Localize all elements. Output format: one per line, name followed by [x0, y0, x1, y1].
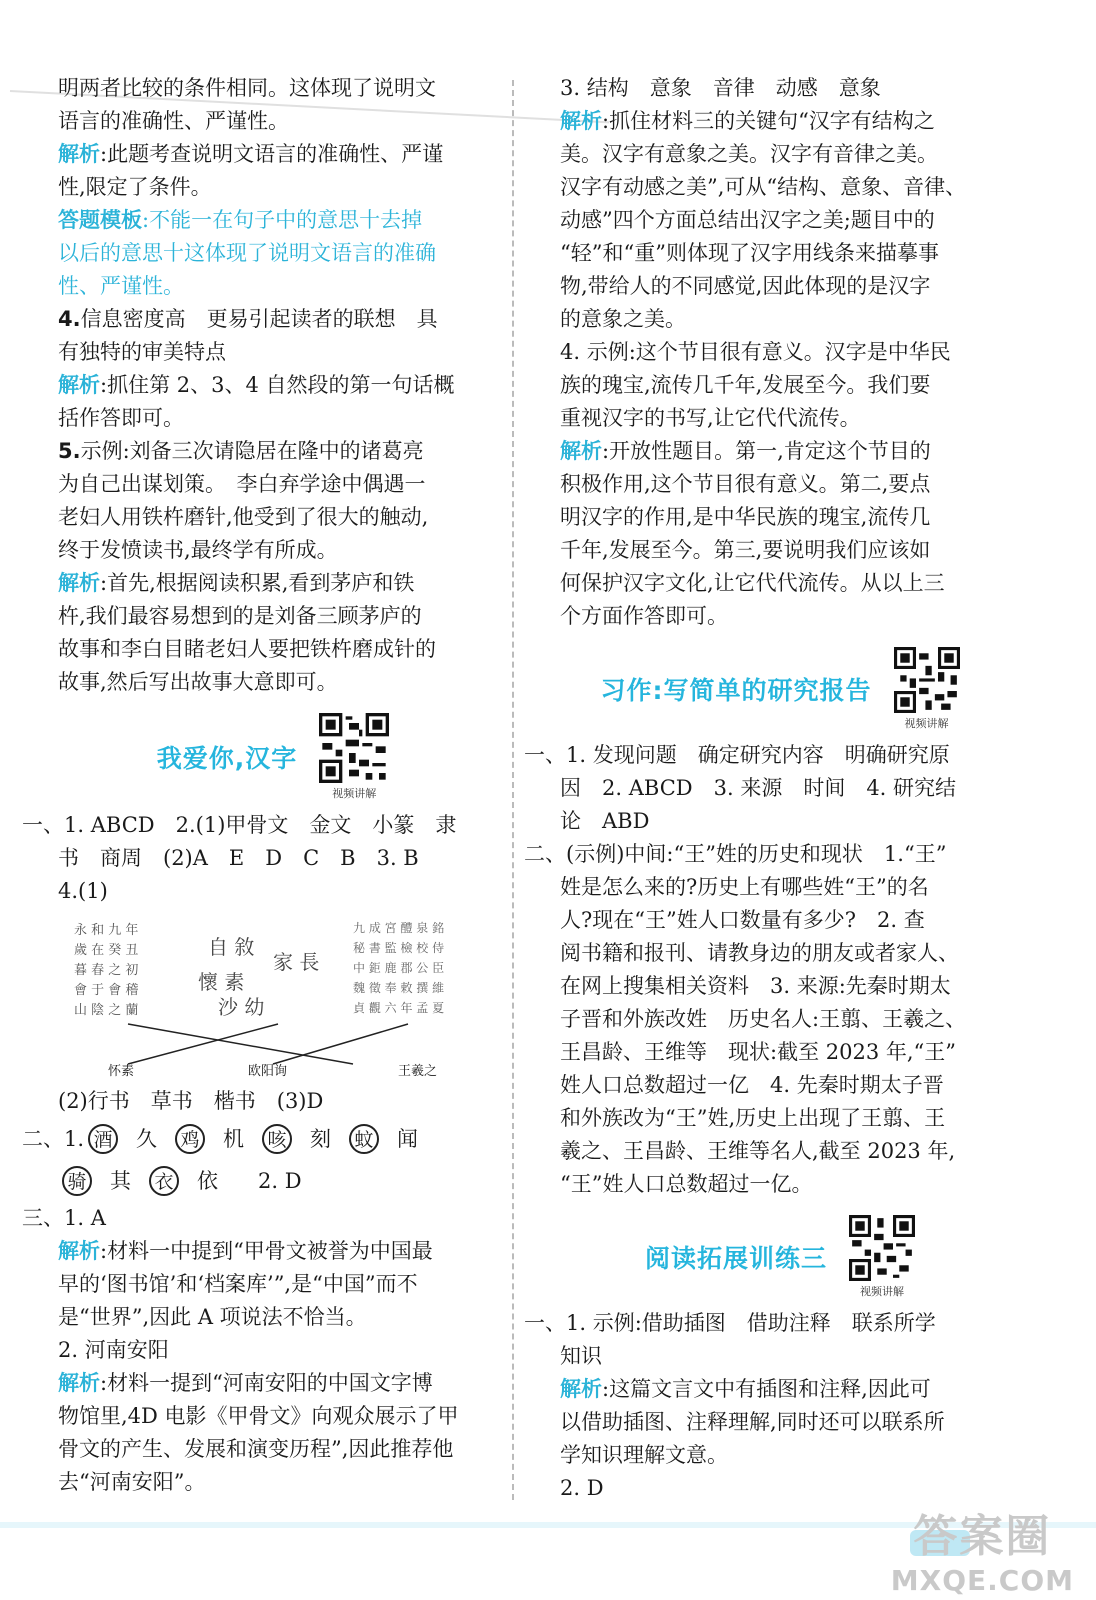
- text-line: 故事和李白目睹老妇人要把铁杵磨成针的: [58, 637, 436, 661]
- text-line: 何保护汉字文化,让它代代流传。从以上三: [560, 571, 945, 595]
- analysis-line: 解析:此题考查说明文语言的准确性、严谨: [58, 142, 444, 166]
- text-line: 学知识理解文意。: [560, 1443, 728, 1467]
- qr-code-icon: [319, 713, 389, 783]
- text-line: 阅书籍和报刊、请教身边的朋友或者家人、: [560, 941, 959, 965]
- section-title: 阅读拓展训练三: [644, 1244, 827, 1273]
- qr-caption: 视频讲解: [332, 787, 377, 800]
- analysis-tag: 解析: [58, 1239, 100, 1263]
- text-line: 积极作用,这个节目很有意义。第二,要点: [560, 472, 931, 496]
- svg-text:秘 書 監 檢 校 侍: 秘 書 監 檢 校 侍: [353, 941, 445, 955]
- text-line: 物馆里,4D 电影《甲骨文》向观众展示了甲: [58, 1404, 459, 1428]
- answer-circled-row: 二、1. 酒 久 鸡 机 咳 刻 蚊 闻: [22, 1118, 488, 1160]
- answer-line: 三、1. A: [22, 1206, 106, 1230]
- template-line: 答题模板:不能一在句子中的意思十去掉: [58, 208, 423, 232]
- svg-text:家 長: 家 長: [273, 950, 320, 974]
- text-line: 故事,然后写出故事大意即可。: [58, 670, 338, 694]
- watermark-text: 答案圈: [913, 1511, 1052, 1562]
- left-column: [22, 72, 488, 1499]
- text-line: 为自己出谋划策。 李白弃学途中偶遇一: [58, 472, 426, 496]
- text-line: 论 ABD: [560, 809, 650, 833]
- svg-text:歲 在 癸 丑: 歲 在 癸 丑: [74, 943, 139, 958]
- answer-line: 4.(1): [58, 879, 108, 903]
- text-line: “轻”和“重”则体现了汉字用线条来描摹事: [560, 241, 939, 265]
- text-line: 个方面作答即可。: [560, 604, 728, 628]
- plain-character: 其: [110, 1169, 131, 1193]
- section-header: [560, 647, 1000, 731]
- answer-line: 一、1. 发现问题 确定研究内容 明确研究原: [524, 743, 950, 767]
- section-header: [560, 1215, 1000, 1299]
- answer-line: 二、(示例)中间:“王”姓的历史和现状 1.“王”: [524, 842, 947, 866]
- qr-code-icon: [849, 1215, 915, 1281]
- svg-text:永 和 九 年: 永 和 九 年: [74, 923, 139, 938]
- qr-code-block[interactable]: [849, 1215, 915, 1299]
- watermark: [891, 1500, 1074, 1597]
- watermark-url: MXQE.COM: [890, 1564, 1074, 1597]
- text-line: 动感”四个方面总结出汉字之美;题目中的: [560, 208, 935, 232]
- svg-text:魏 徵 奉 敕 撰 維: 魏 徵 奉 敕 撰 維: [353, 981, 445, 995]
- answer-line: 3. 结构 意象 音律 动感 意象: [560, 76, 881, 100]
- section-title: 习作:写简单的研究报告: [600, 676, 872, 705]
- qr-caption: 视频讲解: [904, 717, 949, 730]
- calligraphy-samples: [68, 914, 478, 1079]
- section-title: 我爱你,汉字: [156, 744, 298, 773]
- text-line: 语言的准确性、严谨性。: [58, 109, 289, 133]
- circled-character: 酒: [88, 1124, 118, 1154]
- calligraphy-matching-figure: [68, 914, 478, 1079]
- answer-line: 书 商周 (2)A E D C B 3. B: [58, 846, 419, 870]
- answer-line: (2)行书 草书 楷书 (3)D: [58, 1089, 324, 1113]
- text-line: 汉字有动感之美”,可从“结构、意象、音律、: [560, 175, 967, 199]
- analysis-tag: 解析: [58, 142, 100, 166]
- qr-code-block[interactable]: [894, 647, 960, 731]
- circled-character: 衣: [149, 1166, 179, 1196]
- text-line: 明汉字的作用,是中华民族的瑰宝,流传几: [560, 505, 931, 529]
- plain-character: 久: [136, 1127, 158, 1151]
- calligrapher-name: 怀素: [108, 1064, 135, 1079]
- analysis-tag: 解析: [58, 1371, 100, 1395]
- text-line: 的意象之美。: [560, 307, 686, 331]
- template-line: 性、严谨性。: [58, 274, 184, 298]
- answer-line: 一、1. ABCD 2.(1)甲骨文 金文 小篆 隶: [22, 813, 457, 837]
- analysis-tag: 解析: [58, 571, 100, 595]
- plain-character: 闻: [397, 1127, 419, 1151]
- analysis-line: 解析:首先,根据阅读积累,看到茅庐和铁: [58, 571, 415, 595]
- text-line: 知识: [560, 1344, 602, 1368]
- text-line: 物,带给人的不同感觉,因此体现的是汉字: [560, 274, 931, 298]
- svg-text:會 于 會 稽: 會 于 會 稽: [74, 983, 139, 998]
- text-line: 子晋和外族改姓 历史名人:王翦、王羲之、: [560, 1007, 967, 1031]
- analysis-tag: 解析: [560, 1377, 602, 1401]
- svg-text:貞 觀 六 年 孟 夏: 貞 觀 六 年 孟 夏: [353, 1001, 445, 1015]
- svg-text:中 鉅 鹿 郡 公 臣: 中 鉅 鹿 郡 公 臣: [353, 961, 445, 975]
- template-line: 以后的意思十这体现了说明文语言的准确: [58, 241, 436, 265]
- qr-code-icon: [894, 647, 960, 713]
- circled-character: 骑: [62, 1166, 92, 1196]
- text-line: 重视汉字的书写,让它代代流传。: [560, 406, 861, 430]
- right-column: [524, 72, 1000, 1505]
- text-line: 去“河南安阳”。: [58, 1470, 206, 1494]
- analysis-tag: 解析: [560, 109, 602, 133]
- text-line: 早的‘图书馆’和‘档案库’”,是“中国”而不: [58, 1272, 418, 1296]
- text-line: 以借助插图、注释理解,同时还可以联系所: [560, 1410, 945, 1434]
- svg-text:九 成 宮 醴 泉 銘: 九 成 宮 醴 泉 銘: [353, 921, 445, 935]
- text-line: 千年,发展至今。第三,要说明我们应该如: [560, 538, 931, 562]
- section-header: [58, 713, 488, 801]
- template-tag: 答题模板: [58, 208, 142, 232]
- text-line: 美。汉字有意象之美。汉字有音律之美。: [560, 142, 938, 166]
- text-line: 性,限定了条件。: [58, 175, 212, 199]
- question-4: 4.信息密度高 更易引起读者的联想 具: [58, 307, 438, 331]
- text-line: 明两者比较的条件相同。这体现了说明文: [58, 76, 436, 100]
- text-line: 有独特的审美特点: [58, 340, 226, 364]
- text-line: 杵,我们最容易想到的是刘备三顾茅庐的: [58, 604, 422, 628]
- plain-character: 机: [223, 1127, 245, 1151]
- text-line: 在网上搜集相关资料 3. 来源:先秦时期太: [560, 974, 951, 998]
- plain-character: 依: [197, 1169, 218, 1193]
- qr-code-block[interactable]: [319, 713, 389, 801]
- analysis-line: 解析:这篇文言文中有插图和注释,因此可: [560, 1377, 931, 1401]
- calligrapher-name: 欧阳询: [248, 1064, 288, 1079]
- analysis-line: 解析:材料一提到“河南安阳的中国文字博: [58, 1371, 433, 1395]
- column-divider: [512, 80, 514, 1500]
- text-line: 姓是怎么来的?历史上有哪些姓“王”的名: [560, 875, 929, 899]
- text-line: 王昌龄、王维等 现状:截至 2023 年,“王”: [560, 1040, 957, 1064]
- svg-text:自 敘: 自 敘: [208, 935, 255, 959]
- text-line: 羲之、王昌龄、王维等名人,截至 2023 年,: [560, 1139, 956, 1163]
- text-line: 族的瑰宝,流传几千年,发展至今。我们要: [560, 373, 931, 397]
- text-line: 骨文的产生、发展和演变历程”,因此推荐他: [58, 1437, 454, 1461]
- analysis-tag: 解析: [560, 439, 602, 463]
- svg-text:沙 幼: 沙 幼: [218, 995, 265, 1019]
- answer-circled-row: 骑 其 衣 依 2. D: [58, 1160, 488, 1202]
- qr-caption: 视频讲解: [860, 1285, 904, 1298]
- text-line: 括作答即可。: [58, 406, 184, 430]
- analysis-line: 解析:抓住材料三的关键句“汉字有结构之: [560, 109, 935, 133]
- text-line: “王”姓人口总数超过一亿。: [560, 1172, 813, 1196]
- answer-line: 一、1. 示例:借助插图 借助注释 联系所学: [524, 1311, 936, 1335]
- analysis-line: 解析:开放性题目。第一,肯定这个节目的: [560, 439, 931, 463]
- calligrapher-name: 王羲之: [398, 1064, 438, 1079]
- analysis-line: 解析:抓住第 2、3、4 自然段的第一句话概: [58, 373, 455, 397]
- svg-text:暮 春 之 初: 暮 春 之 初: [74, 963, 139, 978]
- text-line: 是“世界”,因此 A 项说法不恰当。: [58, 1305, 367, 1329]
- plain-character: 刻: [310, 1127, 332, 1151]
- text-line: 姓人口总数超过一亿 4. 先秦时期太子晋: [560, 1073, 944, 1097]
- svg-text:山 陰 之 蘭: 山 陰 之 蘭: [74, 1003, 139, 1018]
- circled-character: 鸡: [175, 1124, 205, 1154]
- answer-line: 2. D: [560, 1476, 604, 1500]
- text-line: 和外族改为“王”姓,历史上出现了王翦、王: [560, 1106, 946, 1130]
- analysis-tag: 解析: [58, 373, 100, 397]
- question-5: 5.示例:刘备三次请隐居在隆中的诸葛亮: [58, 439, 424, 463]
- svg-text:懷 素: 懷 素: [198, 970, 245, 994]
- text-line: 终于发愤读书,最终学有所成。: [58, 538, 338, 562]
- text-line: 老妇人用铁杵磨针,他受到了很大的触动,: [58, 505, 429, 529]
- circled-character: 咳: [262, 1124, 292, 1154]
- circled-character: 蚊: [349, 1124, 379, 1154]
- answer-line: 2. 河南安阳: [58, 1338, 169, 1362]
- text-line: 因 2. ABCD 3. 来源 时间 4. 研究结: [560, 776, 957, 800]
- analysis-line: 解析:材料一中提到“甲骨文被誉为中国最: [58, 1239, 433, 1263]
- answer-line: 4. 示例:这个节目很有意义。汉字是中华民: [560, 340, 951, 364]
- text-line: 人?现在“王”姓人口数量有多少? 2. 查: [560, 908, 925, 932]
